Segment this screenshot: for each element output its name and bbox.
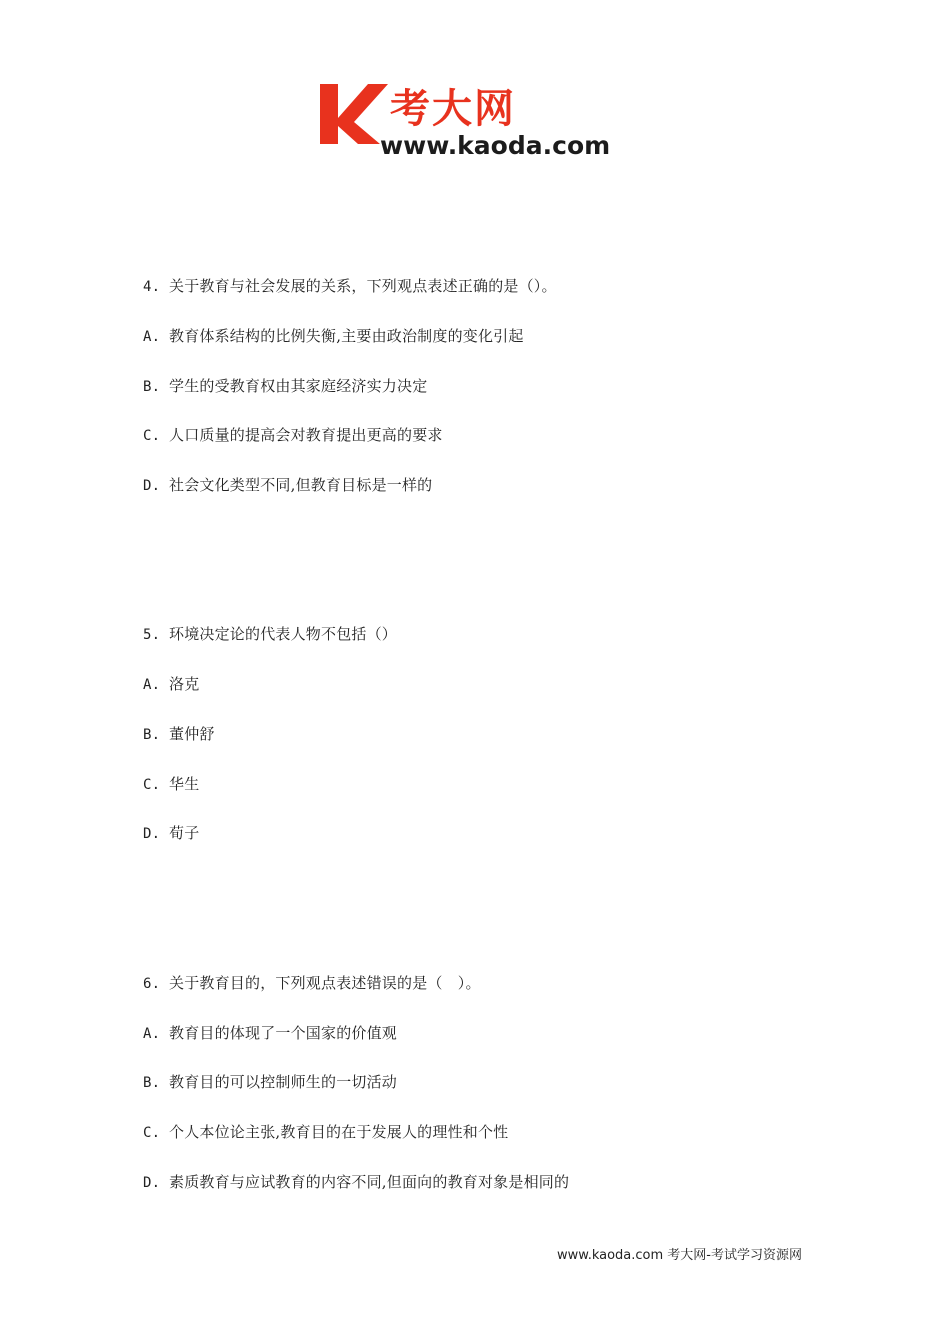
question-number: 5. [143, 627, 161, 643]
option-text: 素质教育与应试教育的内容不同,但面向的教育对象是相同的 [169, 1173, 570, 1191]
option-mark: A. [143, 1026, 161, 1042]
option-b [143, 1072, 397, 1093]
option-text: 洛克 [169, 675, 200, 693]
kaoda-logo-graphic [318, 78, 640, 160]
option-d [143, 823, 199, 844]
option-a [143, 1023, 397, 1044]
question-stem-text: 环境决定论的代表人物不包括（） [169, 625, 398, 643]
option-mark: D. [143, 826, 161, 842]
question-stem [143, 276, 557, 297]
option-mark: D. [143, 478, 161, 494]
option-d [143, 1172, 569, 1193]
option-text: 社会文化类型不同,但教育目标是一样的 [169, 476, 433, 494]
option-mark: B. [143, 1075, 161, 1091]
option-d [143, 475, 432, 496]
option-mark: C. [143, 428, 161, 444]
question-number: 4. [143, 279, 161, 295]
option-text: 董仲舒 [169, 725, 215, 743]
option-text: 荀子 [169, 824, 200, 842]
option-text: 学生的受教育权由其家庭经济实力决定 [169, 377, 428, 395]
option-text: 人口质量的提高会对教育提出更高的要求 [169, 426, 443, 444]
option-mark: D. [143, 1175, 161, 1191]
option-c [143, 774, 199, 795]
logo-brand-text: 考大网 [390, 86, 516, 132]
option-c [143, 1122, 508, 1143]
question-stem [143, 624, 397, 645]
page-footer: www.kaoda.com 考大网-考试学习资源网 [557, 1248, 802, 1263]
option-mark: B. [143, 727, 161, 743]
question-stem-text: 关于教育与社会发展的关系，下列观点表述正确的是（）。 [169, 277, 557, 295]
option-mark: A. [143, 677, 161, 693]
option-text: 教育体系结构的比例失衡,主要由政治制度的变化引起 [169, 327, 524, 345]
option-text: 教育目的可以控制师生的一切活动 [169, 1073, 398, 1091]
option-a [143, 674, 199, 695]
option-a [143, 326, 524, 347]
logo-url-text: www.kaoda.com [380, 131, 611, 160]
option-b [143, 724, 215, 745]
option-text: 华生 [169, 775, 200, 793]
option-mark: A. [143, 329, 161, 345]
question-stem [143, 973, 481, 994]
option-mark: C. [143, 777, 161, 793]
option-mark: B. [143, 379, 161, 395]
option-mark: C. [143, 1125, 161, 1141]
k-letter-mark [320, 84, 388, 144]
option-text: 教育目的体现了一个国家的价值观 [169, 1024, 398, 1042]
option-b [143, 376, 427, 397]
question-number: 6. [143, 976, 161, 992]
option-text: 个人本位论主张,教育目的在于发展人的理性和个性 [169, 1123, 509, 1141]
option-c [143, 425, 443, 446]
kaoda-logo [318, 78, 640, 160]
question-stem-text: 关于教育目的，下列观点表述错误的是（ ）。 [169, 974, 481, 992]
